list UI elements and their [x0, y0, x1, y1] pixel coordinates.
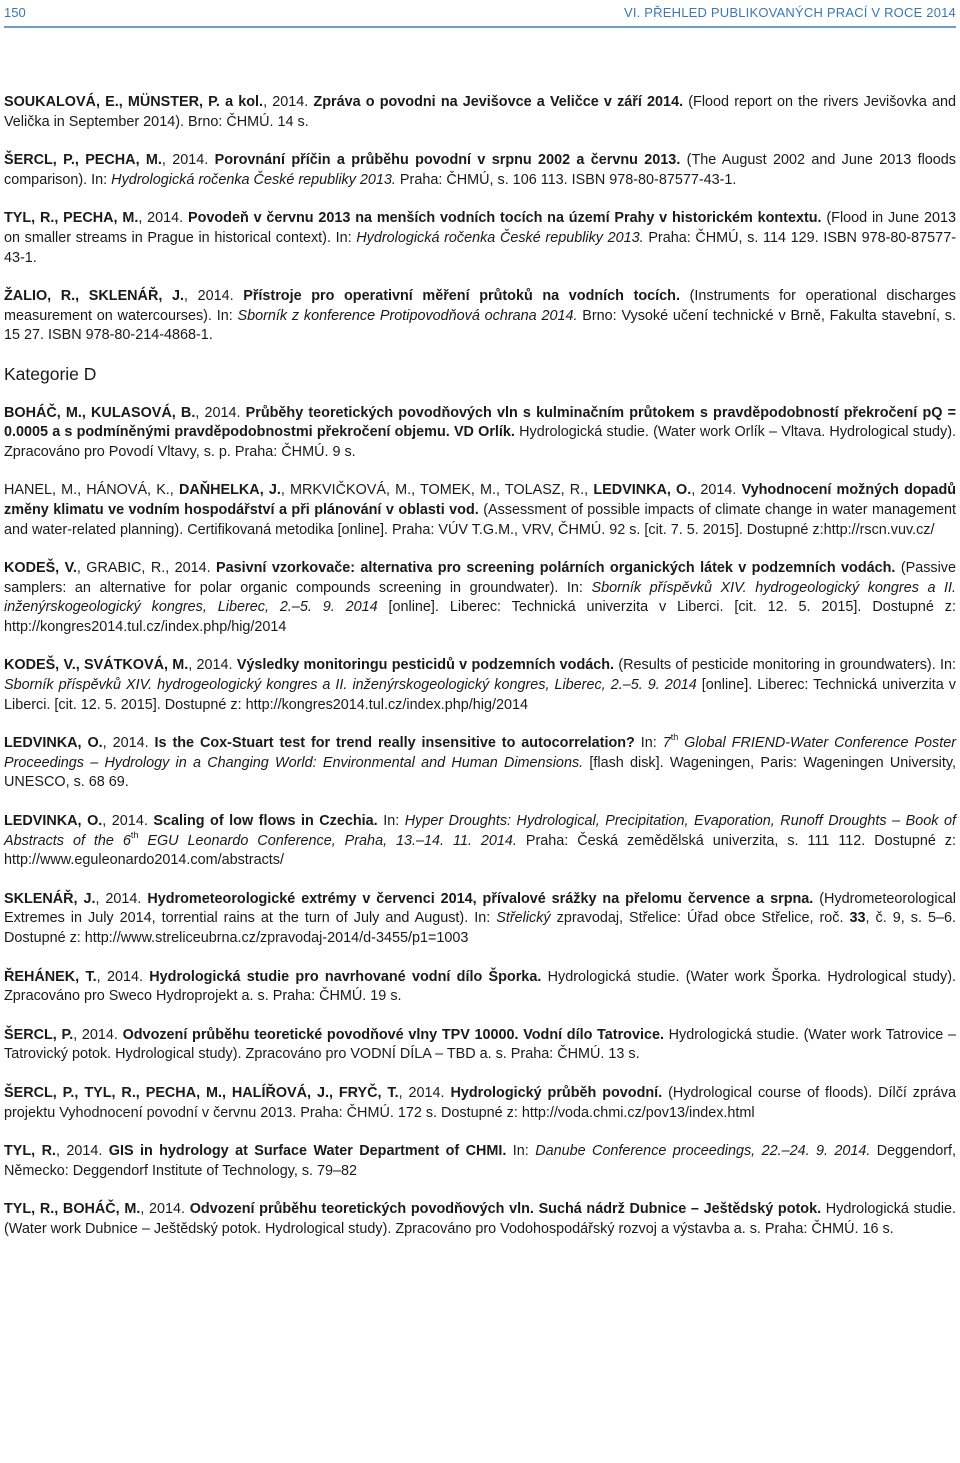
reference-text: ŘEHÁNEK, T.	[4, 968, 97, 985]
reference-text: LEDVINKA, O.	[593, 482, 692, 499]
reference-text: ŽALIO, R., SKLENÁŘ, J.	[4, 288, 184, 305]
reference-text: (Passive samplers: an alternative for polar organic compounds screening in groundwater). In:	[4, 560, 956, 596]
reference-text: Praha: ČHMÚ, s. 114 129. ISBN 978-80-87577-43-1.	[4, 229, 956, 266]
reference-text: Danube Conference proceedings, 22.–24. 9. 2014.	[535, 1143, 871, 1160]
reference-text: , 2014.	[73, 1026, 123, 1043]
reference-text: (Flood in June 2013 on smaller streams in Prague in historical context). In:	[4, 210, 956, 246]
reference-text: (Hydrological course of floods). Dílčí zpráva projektu Vyhodnocení povodní v červnu 2013. Praha: ČHMÚ. 172 s. Dostupné z: http://voda.chmi.cz/pov13/index.html	[4, 1084, 956, 1121]
reference-text: Povodeň v červnu 2013 na menších vodních tocích na území Prahy v historickém kontextu.	[188, 210, 822, 227]
reference-text: (Hydrometeorological Extremes in July 2014, torrential rains at the turn of July and August). In:	[4, 890, 956, 927]
reference-text: Hydrologická studie pro navrhované vodní dílo Šporka.	[149, 968, 542, 985]
reference-text: Hydrologická studie. (Water work Tatrovice – Tatrovický potok. Hydrological study). Zpracováno pro VODNÍ DÍLA – TBD a. s. Praha: ČHMÚ. 13 s.	[4, 1026, 956, 1063]
reference-text: LEDVINKA, O.	[4, 735, 103, 752]
reference-entry	[4, 968, 956, 1007]
reference-text: (The August 2002 and June 2013 floods comparison). In:	[4, 152, 956, 188]
reference-text: Sborník příspěvků XIV. hydrogeologický kongres a II. inženýrskogeologický kongres, Liberec, 2.–5. 9. 2014	[4, 579, 956, 616]
reference-text: , 2014.	[138, 210, 188, 227]
reference-text: , GRABIC, R., 2014.	[76, 560, 217, 577]
entries-previous-category	[4, 93, 956, 346]
reference-text: , 2014.	[96, 968, 150, 985]
reference-entry	[4, 287, 956, 346]
reference-text: , 2014.	[183, 288, 244, 305]
reference-text: (Instruments for operational discharges measurement on watercourses). In:	[4, 288, 956, 324]
reference-text: Odvození průběhu teoretických povodňových vln. Suchá nádrž Dubnice – Ještědský potok.	[189, 1201, 822, 1218]
reference-text: th	[130, 829, 139, 840]
running-title: VI. PŘEHLED PUBLIKOVANÝCH PRACÍ V ROCE 2014	[623, 5, 956, 20]
reference-text: Deggendorf, Německo: Deggendorf Institute of Technology, s. 79–82	[4, 1143, 956, 1179]
reference-text: , 2014.	[161, 152, 215, 169]
reference-text: Sborník z konference Protipovodňová ochrana 2014.	[237, 307, 578, 324]
reference-text: , 2014.	[102, 735, 155, 752]
reference-text: TYL, R.	[4, 1143, 56, 1160]
page-header	[4, 0, 956, 28]
reference-text: In:	[634, 735, 663, 752]
entries-category-d	[4, 404, 956, 1240]
bibliography	[4, 93, 956, 1259]
reference-text: In:	[506, 1143, 536, 1160]
reference-text: Is the Cox-Stuart test for trend really insensitive to autocorrelation?	[154, 735, 635, 752]
reference-entry	[4, 1026, 956, 1065]
reference-text: (Assessment of possible impacts of climate change in water management and water-related planning). Certifikovaná metodika [online]. Praha: VÚV T.G.M., VRV, ČHMÚ. 92 s. [cit. 7. 5. 2015]. Dostupné z:http://rscn.vuv.cz/	[4, 501, 956, 538]
reference-text: , 2014.	[140, 1201, 190, 1218]
reference-text: Hydrologická studie. (Water work Šporka. Hydrological study). Zpracováno pro Sweco Hydroprojekt a. s. Praha: ČHMÚ. 19 s.	[4, 968, 956, 1005]
reference-text: KODEŠ, V.	[4, 560, 77, 577]
reference-text: HANEL, M., HÁNOVÁ, K.,	[4, 482, 179, 499]
reference-text: Hydrologická studie. (Water work Dubnice – Ještědský potok. Hydrological study). Zpracováno pro Vodohospodářský rozvoj a výstavba a. s. Praha: ČHMÚ. 16 s.	[4, 1201, 957, 1237]
page-number: 150	[4, 5, 26, 20]
reference-entry	[4, 1084, 956, 1123]
reference-text: SOUKALOVÁ, E., MÜNSTER, P. a kol.	[4, 94, 264, 110]
reference-text: , 2014.	[55, 1143, 109, 1160]
reference-entry	[4, 656, 956, 715]
reference-text: GIS in hydrology at Surface Water Department of CHMI.	[108, 1143, 507, 1160]
reference-text: (Results of pesticide monitoring in groundwaters). In:	[614, 657, 956, 674]
reference-text: [flash disk]. Wageningen, Paris: Wageningen University, UNESCO, s. 68 69.	[4, 754, 956, 791]
reference-text: Vyhodnocení možných dopadů změny klimatu ve vodním hospodářství a při plánování v oblasti vod.	[4, 482, 957, 518]
reference-text: DAŇHELKA, J.	[178, 482, 281, 499]
reference-text: Hydrologická studie. (Water work Orlík – Vltava. Hydrological study). Zpracováno pro Povodí Vltavy, s. p. Praha: ČHMÚ. 9 s.	[4, 424, 956, 460]
reference-text: [online]. Liberec: Technická univerzita v Liberci. [cit. 12. 5. 2015]. Dostupné z: http://kongres2014.tul.cz/index.php/hig/2014	[4, 677, 956, 713]
reference-entry	[4, 1200, 956, 1239]
reference-text: Scaling of low flows in Czechia.	[153, 813, 378, 830]
reference-text: TYL, R., PECHA, M.	[4, 210, 139, 227]
reference-text: , 2014.	[398, 1084, 451, 1101]
reference-text: Hydrometeorologické extrémy v červenci 2014, přívalové srážky na přelomu července a srpna.	[147, 890, 814, 907]
reference-text: Hydrologický průběh povodní.	[450, 1084, 663, 1101]
section-heading: Kategorie D	[4, 363, 97, 384]
reference-entry	[4, 559, 956, 637]
reference-text: [online]. Liberec: Technická univerzita v Liberci. [cit. 12. 5. 2015]. Dostupné z: http://kongres2014.tul.cz/index.php/hig/2014	[4, 599, 956, 635]
reference-text: Pasivní vzorkovače: alternativa pro screening polárních organických látek v podzemních vodách.	[216, 560, 896, 577]
reference-text: Porovnání příčin a průběhu povodní v srpnu 2002 a červnu 2013.	[214, 152, 681, 169]
reference-text: Sborník příspěvků XIV. hydrogeologický kongres a II. inženýrskogeologický kongres, Liberec, 2.–5. 9. 2014	[4, 677, 697, 694]
reference-text: Střelický	[496, 910, 551, 927]
reference-entry	[4, 93, 956, 132]
reference-entry	[4, 209, 956, 268]
reference-text: (Flood report on the rivers Jevišovka and Velička in September 2014). Brno: ČHMÚ. 14 s.	[4, 94, 956, 130]
reference-text: Přístroje pro operativní měření průtoků na vodních tocích.	[243, 288, 680, 305]
reference-text: zpravodaj, Střelice: Úřad obce Střelice, roč.	[550, 910, 850, 927]
reference-entry	[4, 481, 956, 540]
reference-text: TYL, R., BOHÁČ, M.	[4, 1201, 141, 1218]
reference-text: LEDVINKA, O.	[4, 813, 103, 830]
reference-text: Praha: ČHMÚ, s. 106 113. ISBN 978-80-87577-43-1.	[395, 171, 737, 188]
reference-text: Výsledky monitoringu pesticidů v podzemních vodách.	[236, 657, 615, 674]
reference-text: Global FRIEND-Water Conference Poster Proceedings – Hydrology in a Changing World: Environmental and Human Dimensions.	[4, 735, 956, 771]
reference-text: 33	[849, 910, 866, 927]
reference-entry	[4, 151, 956, 190]
reference-text: , č. 9, s. 5–6. Dostupné z: http://www.streliceubrna.cz/zpravodaj-2014/d-3455/p1=1003	[4, 910, 956, 946]
reference-text: , 2014.	[263, 94, 314, 110]
reference-text: , 2014.	[691, 482, 742, 499]
reference-text: , 2014.	[95, 890, 148, 907]
reference-text: Hyper Droughts: Hydrological, Precipitation, Evaporation, Runoff Droughts – Book of Abstracts of the 6	[4, 813, 956, 849]
reference-entry	[4, 734, 956, 793]
reference-text: Zpráva o povodni na Jevišovce a Veličce v září 2014.	[313, 94, 684, 110]
reference-entry	[4, 812, 956, 871]
reference-text: , 2014.	[102, 813, 154, 830]
reference-text: Praha: Česká zemědělská univerzita, s. 111 112. Dostupné z: http://www.eguleonardo2014.com/abstracts/	[4, 832, 956, 869]
reference-entry	[4, 890, 956, 949]
reference-text: KODEŠ, V., SVÁTKOVÁ, M.	[4, 657, 189, 674]
reference-text: , 2014.	[188, 657, 237, 674]
reference-text: EGU Leonardo Conference, Praha, 13.–14. 11. 2014.	[138, 832, 517, 849]
reference-text: In:	[377, 813, 405, 830]
reference-text: ŠERCL, P., PECHA, M.	[4, 152, 162, 169]
reference-text: Hydrologická ročenka České republiky 2013.	[356, 229, 644, 246]
reference-text: ŠERCL, P.	[4, 1026, 74, 1043]
reference-text: ŠERCL, P., TYL, R., PECHA, M., HALÍŘOVÁ, J., FRYČ, T.	[4, 1084, 399, 1101]
reference-text: SKLENÁŘ, J.	[4, 890, 96, 907]
reference-text: Brno: Vysoké učení technické v Brně, Fakulta stavební, s. 15 27. ISBN 978-80-214-4868-1.	[4, 307, 956, 344]
reference-text: BOHÁČ, M., KULASOVÁ, B.	[4, 404, 196, 421]
reference-text: 7	[662, 735, 671, 752]
reference-text: , 2014.	[195, 404, 246, 421]
reference-entry	[4, 404, 956, 463]
reference-text: Hydrologická ročenka České republiky 2013.	[111, 171, 396, 188]
reference-entry	[4, 1142, 956, 1181]
reference-text: Průběhy teoretických povodňových vln s kulminačním průtokem s pravděpodobností překročení pQ = 0.0005 a s podmíněnými pravděpodobnostmi překročení objemu. VD Orlík.	[4, 404, 956, 441]
reference-text: th	[670, 732, 679, 743]
reference-text: Odvození průběhu teoretické povodňové vlny TPV 10000. Vodní dílo Tatrovice.	[122, 1026, 664, 1043]
reference-text: , MRKVIČKOVÁ, M., TOMEK, M., TOLASZ, R.,	[280, 482, 594, 499]
